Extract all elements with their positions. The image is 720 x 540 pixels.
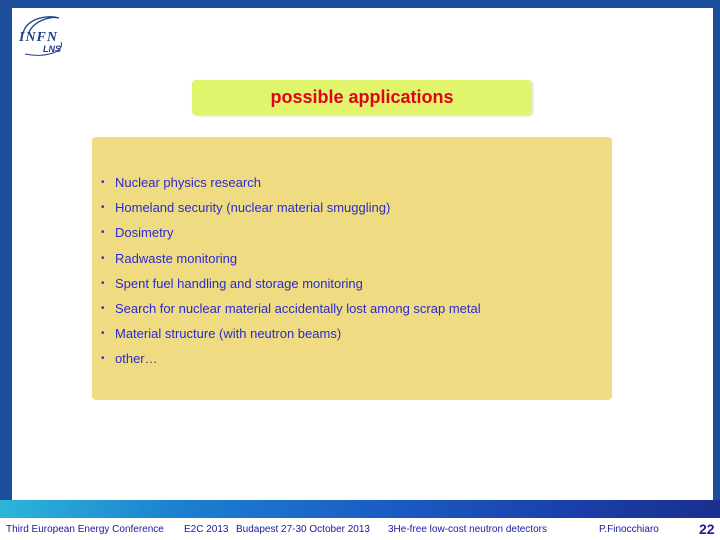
footer-conference-code: E2C 2013 [184,524,229,535]
list-item [101,250,481,275]
application-list [101,174,481,376]
list-item-text: other… [115,351,158,367]
bullet-icon: • [101,177,105,188]
list-item [101,325,481,350]
list-item-text: Radwaste monitoring [115,250,238,266]
infn-lns-logo [15,12,75,58]
list-item [101,350,481,375]
bullet-icon: • [101,328,105,340]
bullet-icon: • [101,202,105,214]
list-item [101,275,481,300]
content-box [92,137,612,400]
list-item [101,300,481,325]
logo-lns-text: LNS [43,44,61,54]
bullet-icon: • [101,252,105,264]
footer-topic: 3He-free low-cost neutron detectors [388,524,547,535]
list-item-text: Material structure (with neutron beams) [115,326,342,342]
list-item [101,199,481,224]
bullet-icon: • [101,353,105,365]
bullet-icon: • [101,277,105,289]
footer-conference: Third European Energy Conference [6,524,164,535]
list-item [101,224,481,249]
bullet-icon: • [101,227,105,239]
footer-page-number: 22 [699,521,715,537]
title-box [192,80,532,115]
bullet-icon: • [101,302,105,314]
list-item-text: Nuclear physics research [115,175,261,190]
slide-frame-right [713,0,720,500]
footer-place-date: Budapest 27-30 October 2013 [236,524,370,535]
slide-title: possible applications [270,87,454,107]
list-item [101,174,481,199]
list-item-text: Spent fuel handling and storage monitoring [115,275,363,291]
list-item-text: Homeland security (nuclear material smuggling) [115,200,391,216]
slide-footer [0,518,720,540]
slide-frame-left [0,0,12,500]
bottom-gradient-bar [0,500,720,518]
slide-frame-top [0,0,720,8]
list-item-text: Dosimetry [115,225,174,241]
logo-infn-text: INFN [19,30,59,45]
list-item-text: Search for nuclear material accidentally lost among scrap metal [115,300,481,316]
footer-author: P.Finocchiaro [599,524,659,535]
